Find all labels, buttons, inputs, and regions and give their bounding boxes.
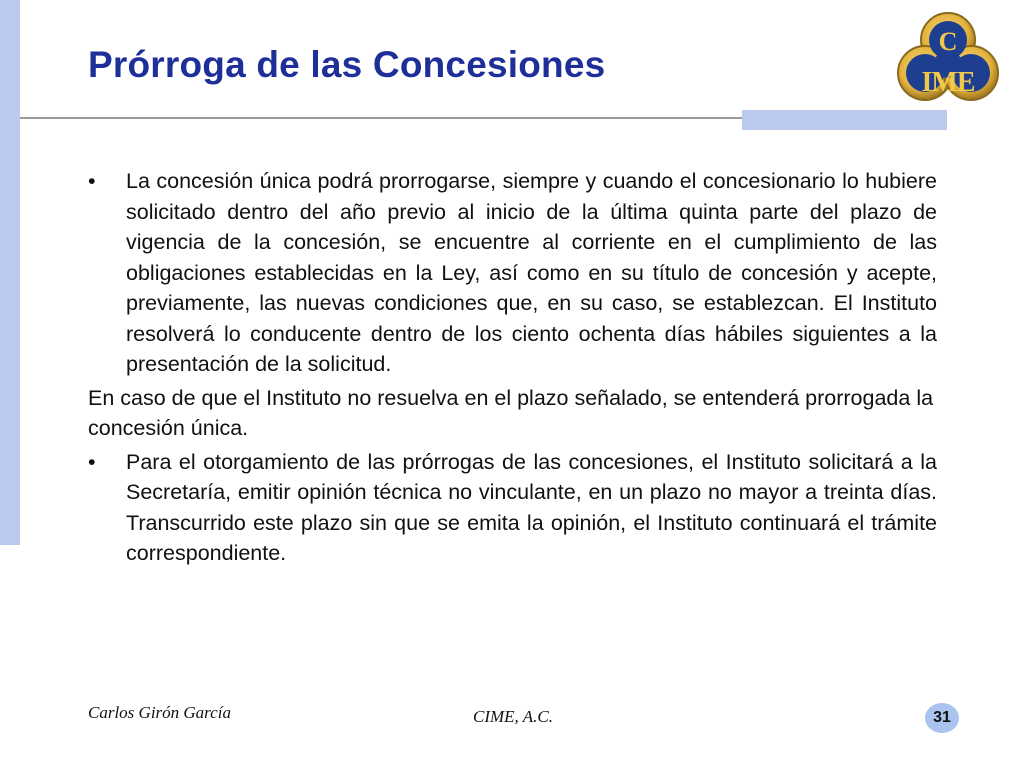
- svg-text:C: C: [938, 27, 958, 56]
- bullet-marker: •: [88, 449, 96, 474]
- svg-text:IME: IME: [921, 67, 975, 98]
- page-number-badge: 31: [925, 703, 959, 733]
- bullet-text: La concesión única podrá prorrogarse, siempre y cuando el concesionario lo hubiere solicitado dentro del año previo al inicio de la última quinta parte del plazo de vigencia de la concesión, se encuentre al corriente en el cumplimiento de las obligaciones establecidas en la Ley, así como en su título de concesión y acepte, previamente, las nuevas condiciones que, en su caso, se establezcan. El Instituto resolverá lo conducente dentro de los ciento ochenta días hábiles siguientes a la presentación de la solicitud.: [126, 169, 937, 376]
- body-paragraph: En caso de que el Instituto no resuelva en el plazo señalado, se entenderá prorrogada la concesión única.: [88, 385, 934, 440]
- bullet-item: [88, 166, 937, 380]
- footer-organization: CIME, A.C.: [473, 707, 553, 726]
- left-accent-bar: [0, 0, 20, 545]
- slide-body: [88, 166, 937, 569]
- title-accent-box: [742, 110, 947, 130]
- footer-author: Carlos Girón García: [88, 703, 231, 722]
- bullet-text: Para el otorgamiento de las prórrogas de las concesiones, el Instituto solicitará a la Secretaría, emitir opinión técnica no vinculante, en un plazo no mayor a treinta días. Transcurrido este plazo sin que se emita la opinión, el Instituto continuará el trámite correspondiente.: [126, 449, 937, 565]
- slide-title: Prórroga de las Concesiones: [88, 44, 606, 85]
- cime-logo: [893, 10, 1003, 112]
- bullet-marker: •: [88, 169, 96, 193]
- bullet-item: [88, 447, 937, 569]
